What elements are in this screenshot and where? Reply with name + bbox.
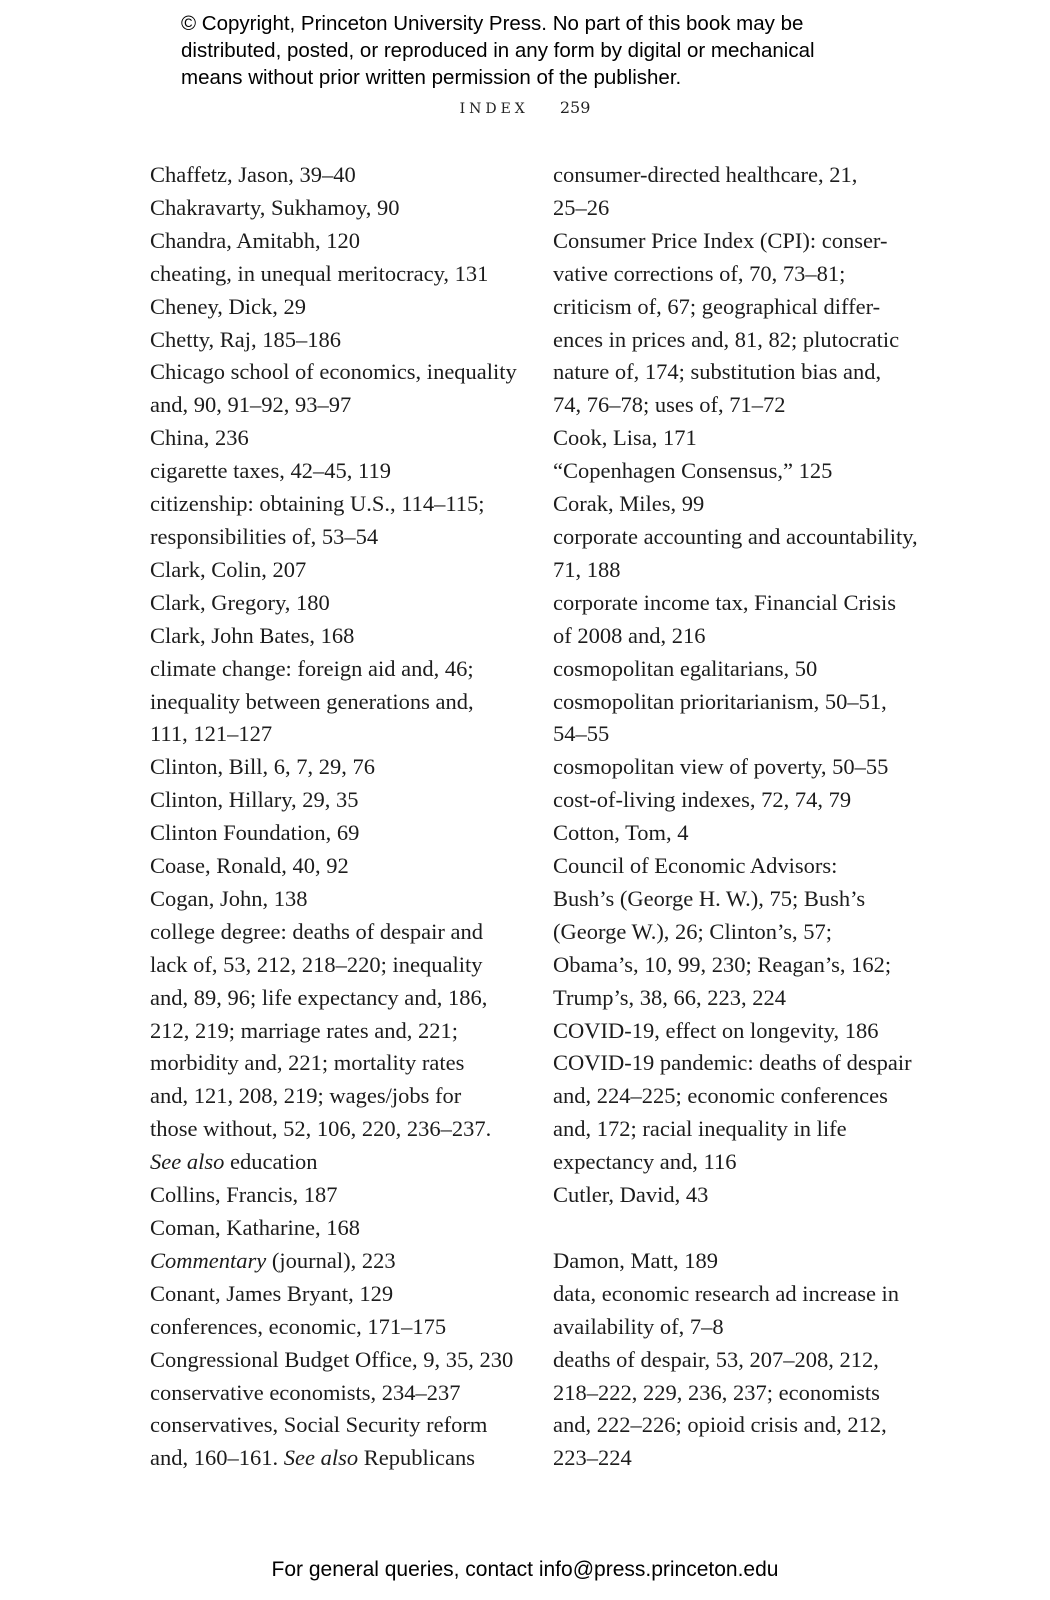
index-entry xyxy=(150,1179,520,1212)
index-entry-heading: Cheney, Dick, 29 xyxy=(150,293,307,319)
index-entry-heading: Clark, John Bates, 168 xyxy=(150,622,355,648)
index-entry-heading: Cutler, David, 43 xyxy=(553,1182,709,1208)
index-entry-continuation: vative corrections of, 70, 73–81; xyxy=(553,260,846,286)
index-entry-heading: climate change: foreign aid and, 46; xyxy=(150,655,474,681)
index-entry xyxy=(150,192,520,225)
index-entry xyxy=(150,587,520,620)
index-entry-heading: Clinton, Hillary, 29, 35 xyxy=(150,787,359,813)
index-entry xyxy=(150,817,520,850)
index-column-right xyxy=(553,159,923,1475)
index-entry-continuation: morbidity and, 221; mortality rates xyxy=(150,1050,465,1076)
copyright-line: distributed, posted, or reproduced in any form by digital or mechanical xyxy=(181,39,815,62)
index-entry-heading: Clark, Colin, 207 xyxy=(150,556,307,582)
index-entry-continuation: those without, 52, 106, 220, 236–237. xyxy=(150,1116,492,1142)
index-entry-heading: Clinton, Bill, 6, 7, 29, 76 xyxy=(150,754,376,780)
index-entry-heading: cost-of-living indexes, 72, 74, 79 xyxy=(553,787,852,813)
index-entry xyxy=(553,817,923,850)
index-entry xyxy=(150,653,520,752)
index-entry xyxy=(150,1245,520,1278)
index-entry xyxy=(150,751,520,784)
copyright-line: means without prior written permission of the publisher. xyxy=(181,66,682,89)
index-entry-heading: citizenship: obtaining U.S., 114–115; xyxy=(150,491,485,517)
index-entry xyxy=(150,258,520,291)
index-entry-continuation: 54–55 xyxy=(553,721,610,747)
index-entry-heading: Chetty, Raj, 185–186 xyxy=(150,326,342,352)
index-entry xyxy=(150,1212,520,1245)
index-entry-heading: corporate income tax, Financial Crisis xyxy=(553,589,897,615)
index-entry-continuation: (George W.), 26; Clinton’s, 57; xyxy=(553,918,832,944)
index-entry-continuation: Obama’s, 10, 99, 230; Reagan’s, 162; xyxy=(553,951,892,977)
index-entry xyxy=(553,1015,923,1048)
index-entry-continuation: criticism of, 67; geographical differ- xyxy=(553,293,881,319)
index-entry xyxy=(150,488,520,554)
index-entry xyxy=(150,356,520,422)
index-entry-heading: Coase, Ronald, 40, 92 xyxy=(150,853,349,879)
index-entry xyxy=(553,1344,923,1476)
index-entry-continuation: expectancy and, 116 xyxy=(553,1149,737,1175)
index-entry-heading: cosmopolitan view of poverty, 50–55 xyxy=(553,754,889,780)
index-entry-heading: “Copenhagen Consensus,” 125 xyxy=(553,458,833,484)
index-entry-heading: Chandra, Amitabh, 120 xyxy=(150,227,360,253)
index-entry xyxy=(150,1311,520,1344)
index-entry-heading: college degree: deaths of despair and xyxy=(150,918,483,944)
index-entry-heading: cosmopolitan egalitarians, 50 xyxy=(553,655,818,681)
index-entry-heading: Clinton Foundation, 69 xyxy=(150,820,360,846)
index-entry-heading: data, economic research ad increase in xyxy=(553,1280,900,1306)
index-entry xyxy=(553,1047,923,1179)
index-entry-continuation: nature of, 174; substitution bias and, xyxy=(553,359,882,385)
index-entry xyxy=(553,488,923,521)
index-entry xyxy=(553,686,923,752)
index-entry-continuation: and, 121, 208, 219; wages/jobs for xyxy=(150,1083,462,1109)
index-entry-heading: Clark, Gregory, 180 xyxy=(150,589,330,615)
index-entry xyxy=(150,1409,520,1475)
index-entry xyxy=(150,324,520,357)
index-entry-heading: China, 236 xyxy=(150,425,249,451)
index-entry xyxy=(150,291,520,324)
index-entry xyxy=(150,422,520,455)
index-entry-continuation: availability of, 7–8 xyxy=(553,1313,724,1339)
running-head xyxy=(0,98,1050,117)
footer-contact: For general queries, contact info@press.princeton.edu xyxy=(271,1558,779,1581)
index-entry-heading: Cogan, John, 138 xyxy=(150,885,308,911)
index-entry xyxy=(553,1179,923,1212)
index-entry xyxy=(150,1377,520,1410)
index-entry xyxy=(150,225,520,258)
index-entry-heading: Conant, James Bryant, 129 xyxy=(150,1280,394,1306)
running-head-label: INDEX xyxy=(459,101,529,117)
index-entry-heading: conservatives, Social Security reform xyxy=(150,1412,488,1438)
index-entry-heading: Commentary (journal), 223 xyxy=(150,1247,396,1273)
index-entry xyxy=(553,225,923,422)
index-entry-continuation: and, 89, 96; life expectancy and, 186, xyxy=(150,984,488,1010)
index-entry xyxy=(553,784,923,817)
index-entry xyxy=(150,784,520,817)
index-entry-continuation: See also education xyxy=(150,1149,318,1175)
index-entry-continuation: 111, 121–127 xyxy=(150,721,273,747)
index-entry xyxy=(150,554,520,587)
page-number: 259 xyxy=(559,98,591,117)
index-entry-heading: Chaffetz, Jason, 39–40 xyxy=(150,162,356,187)
index-entry-heading: Congressional Budget Office, 9, 35, 230 xyxy=(150,1346,514,1372)
index-entry xyxy=(150,1278,520,1311)
index-entry-continuation: 218–222, 229, 236, 237; economists xyxy=(553,1379,880,1405)
index-entry xyxy=(150,916,520,1179)
index-entry-continuation: inequality between generations and, xyxy=(150,688,474,714)
index-entry-heading: deaths of despair, 53, 207–208, 212, xyxy=(553,1346,879,1372)
index-entry xyxy=(150,455,520,488)
index-entry xyxy=(553,521,923,587)
index-entry-heading: COVID-19 pandemic: deaths of despair xyxy=(553,1050,912,1076)
index-entry-continuation: 223–224 xyxy=(553,1445,632,1471)
index-entry-heading: Council of Economic Advisors: xyxy=(553,853,838,879)
index-entry-continuation: and, 90, 91–92, 93–97 xyxy=(150,392,352,418)
index-entry-continuation: and, 172; racial inequality in life xyxy=(553,1116,847,1142)
index-entry xyxy=(553,850,923,1015)
index-entry-continuation: lack of, 53, 212, 218–220; inequality xyxy=(150,951,483,977)
index-entry-continuation: 212, 219; marriage rates and, 221; xyxy=(150,1017,459,1043)
index-entry-continuation: of 2008 and, 216 xyxy=(553,622,706,648)
index-entry xyxy=(150,159,520,192)
index-entry-heading: conferences, economic, 171–175 xyxy=(150,1313,447,1339)
index-entry xyxy=(150,850,520,883)
index-entry-heading: Collins, Francis, 187 xyxy=(150,1182,338,1208)
index-entry xyxy=(553,1245,923,1278)
index-entry-heading: Corak, Miles, 99 xyxy=(553,491,705,517)
index-entry xyxy=(150,1344,520,1377)
index-entry xyxy=(553,159,923,225)
index-entry-continuation: responsibilities of, 53–54 xyxy=(150,523,379,549)
index-entry-continuation: Trump’s, 38, 66, 223, 224 xyxy=(553,984,786,1010)
index-entry-continuation: and, 160–161. See also Republicans xyxy=(150,1445,475,1471)
index-entry-heading: cigarette taxes, 42–45, 119 xyxy=(150,458,391,484)
index-entry-heading: conservative economists, 234–237 xyxy=(150,1379,461,1405)
index-entry xyxy=(553,587,923,653)
index-entry-heading: COVID-19, effect on longevity, 186 xyxy=(553,1017,879,1043)
index-entry xyxy=(553,653,923,686)
index-entry xyxy=(553,422,923,455)
letter-group-gap xyxy=(553,1212,923,1245)
index-column-left xyxy=(150,159,520,1475)
index-entry-heading: Chakravarty, Sukhamoy, 90 xyxy=(150,194,400,220)
copyright-line: © Copyright, Princeton University Press. No part of this book may be xyxy=(181,12,804,35)
index-entry-continuation: 74, 76–78; uses of, 71–72 xyxy=(553,392,786,418)
index-entry-heading: Cotton, Tom, 4 xyxy=(553,820,689,846)
copyright-notice xyxy=(181,10,901,91)
index-entry xyxy=(150,620,520,653)
index-entry-continuation: 71, 188 xyxy=(553,556,621,582)
index-entry-continuation: 25–26 xyxy=(553,194,610,220)
index-entry-heading: corporate accounting and accountability, xyxy=(553,523,918,549)
index-entry-heading: Damon, Matt, 189 xyxy=(553,1247,718,1273)
index-entry-heading: Consumer Price Index (CPI): conser- xyxy=(553,227,888,253)
index-entry xyxy=(553,751,923,784)
index-entry xyxy=(150,883,520,916)
index-entry-heading: Chicago school of economics, inequality xyxy=(150,359,517,385)
index-entry-heading: cosmopolitan prioritarianism, 50–51, xyxy=(553,688,887,714)
index-entry-continuation: ences in prices and, 81, 82; plutocratic xyxy=(553,326,900,352)
index-entry-heading: Cook, Lisa, 171 xyxy=(553,425,697,451)
index-entry xyxy=(553,1278,923,1344)
index-entry-continuation: Bush’s (George H. W.), 75; Bush’s xyxy=(553,885,866,911)
index-entry xyxy=(553,455,923,488)
index-entry-continuation: and, 222–226; opioid crisis and, 212, xyxy=(553,1412,887,1438)
index-entry-continuation: and, 224–225; economic conferences xyxy=(553,1083,888,1109)
index-entry-heading: Coman, Katharine, 168 xyxy=(150,1215,360,1240)
index-entry-heading: cheating, in unequal meritocracy, 131 xyxy=(150,260,489,286)
index-entry-heading: consumer-directed healthcare, 21, xyxy=(553,162,858,187)
